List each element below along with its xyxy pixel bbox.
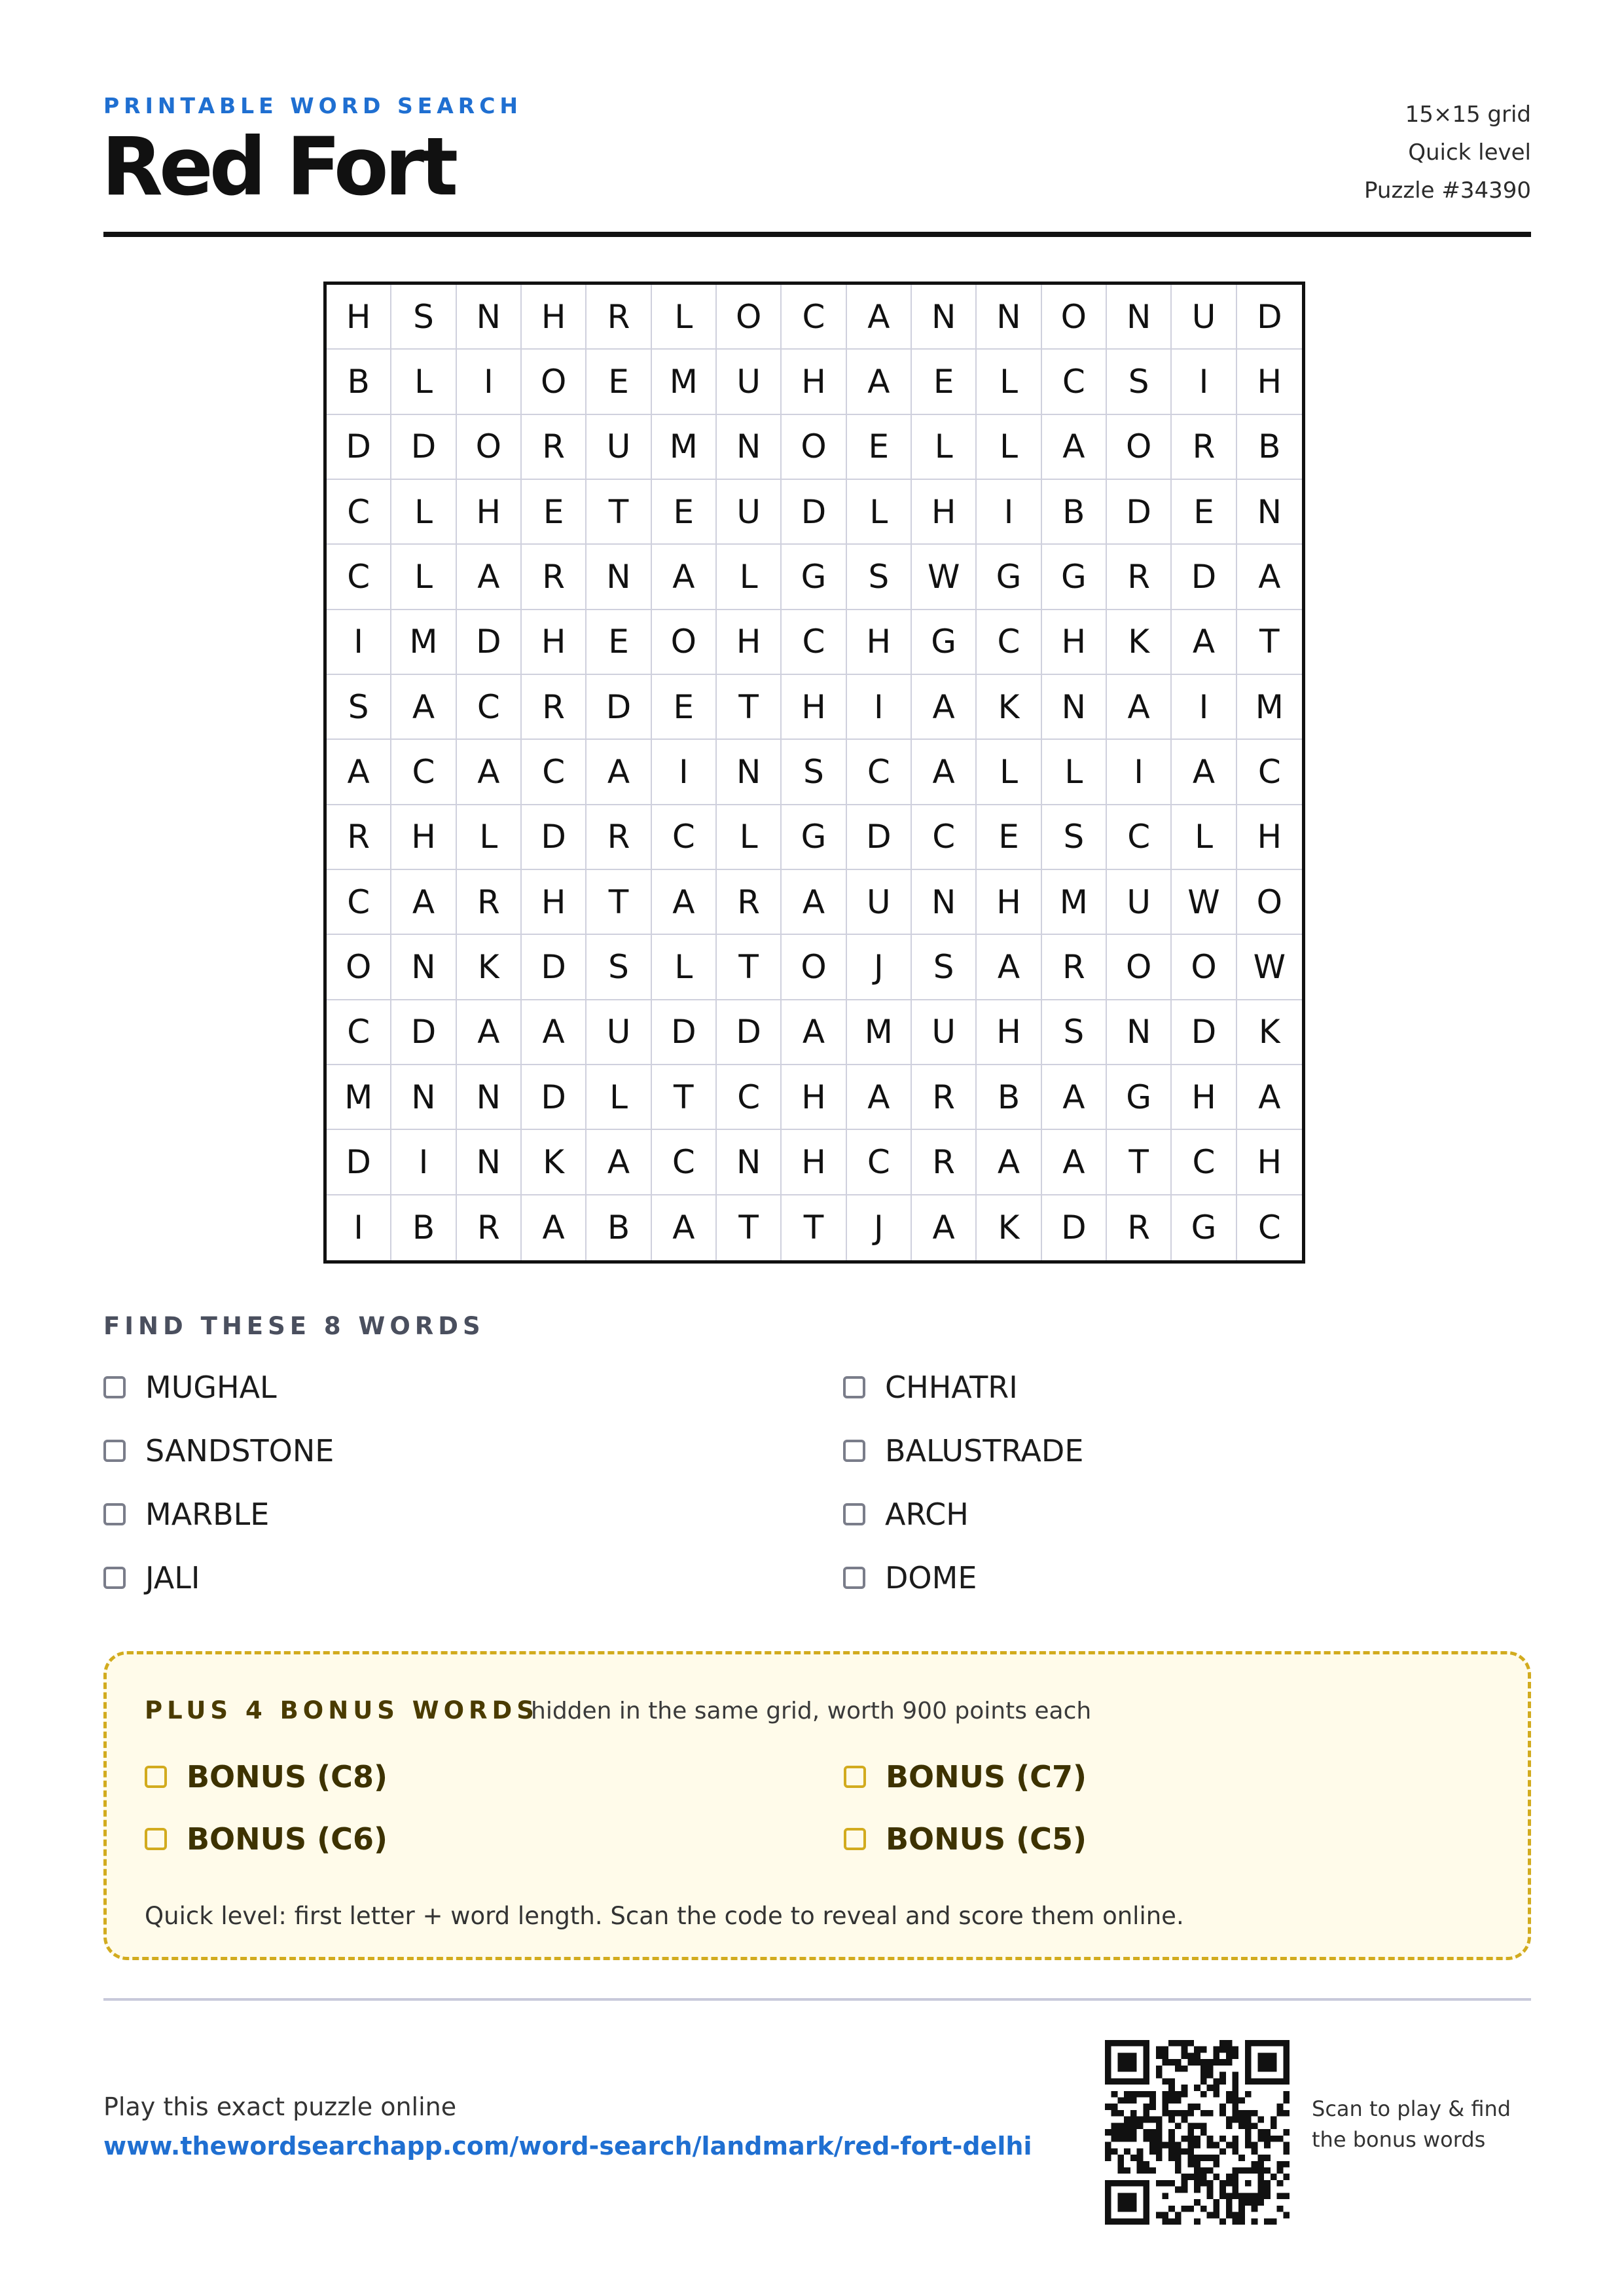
grid-cell[interactable]: H <box>912 480 977 545</box>
grid-cell[interactable]: C <box>977 610 1041 675</box>
grid-cell[interactable]: L <box>1172 805 1236 870</box>
meta-puzzle-number: Puzzle #34390 <box>1364 177 1531 204</box>
grid-cell[interactable]: S <box>912 935 977 1000</box>
grid-cell[interactable]: D <box>327 415 391 480</box>
grid-cell[interactable]: K <box>522 1130 586 1195</box>
grid-cell[interactable]: N <box>457 1130 522 1195</box>
bonus-word-item <box>145 1758 844 1795</box>
grid-cell[interactable]: U <box>1172 285 1236 350</box>
grid-cell[interactable]: G <box>1172 1195 1236 1260</box>
grid-cell[interactable]: D <box>391 415 456 480</box>
checkbox-icon[interactable] <box>145 1766 167 1788</box>
checkbox-icon[interactable] <box>103 1440 126 1462</box>
grid-cell[interactable]: R <box>1107 545 1172 610</box>
grid-cell[interactable]: R <box>327 805 391 870</box>
grid-cell[interactable]: R <box>522 675 586 740</box>
grid-cell[interactable]: A <box>586 1130 651 1195</box>
grid-cell[interactable]: D <box>327 1130 391 1195</box>
grid-cell[interactable]: R <box>912 1065 977 1130</box>
bonus-heading: PLUS 4 BONUS WORDS <box>145 1696 539 1724</box>
grid-cell[interactable]: G <box>782 545 846 610</box>
grid-cell[interactable]: L <box>1042 740 1107 805</box>
grid-cell[interactable]: E <box>522 480 586 545</box>
grid-cell[interactable]: B <box>1237 415 1302 480</box>
grid-cell[interactable]: C <box>391 740 456 805</box>
grid-cell[interactable]: S <box>847 545 912 610</box>
grid-cell[interactable]: C <box>847 1130 912 1195</box>
word-label: ARCH <box>885 1496 969 1532</box>
checkbox-icon[interactable] <box>844 1828 866 1850</box>
grid-cell[interactable]: I <box>1172 675 1236 740</box>
grid-cell[interactable]: N <box>1237 480 1302 545</box>
grid-cell[interactable]: K <box>457 935 522 1000</box>
grid-cell[interactable]: H <box>327 285 391 350</box>
grid-cell[interactable]: A <box>1042 1065 1107 1130</box>
grid-cell[interactable]: N <box>717 415 782 480</box>
grid-cell[interactable]: T <box>1237 610 1302 675</box>
word-list-item <box>843 1495 1498 1533</box>
grid-cell[interactable]: A <box>652 545 717 610</box>
grid-cell[interactable]: C <box>912 805 977 870</box>
grid-cell[interactable]: C <box>1237 740 1302 805</box>
bonus-word-item <box>145 1820 844 1857</box>
word-label: MARBLE <box>145 1496 270 1532</box>
grid-cell[interactable]: I <box>977 480 1041 545</box>
grid-cell[interactable]: T <box>586 870 651 935</box>
play-online-label: Play this exact puzzle online <box>103 2092 457 2121</box>
word-label: DOME <box>885 1559 977 1595</box>
grid-cell[interactable]: W <box>912 545 977 610</box>
grid-cell[interactable]: M <box>391 610 456 675</box>
grid-cell[interactable]: A <box>1042 1130 1107 1195</box>
grid-cell[interactable]: B <box>1042 480 1107 545</box>
grid-cell[interactable]: H <box>1042 610 1107 675</box>
grid-cell[interactable]: M <box>1237 675 1302 740</box>
grid-cell[interactable]: T <box>717 675 782 740</box>
grid-cell[interactable]: O <box>327 935 391 1000</box>
grid-cell[interactable]: O <box>1042 285 1107 350</box>
word-label: SANDSTONE <box>145 1432 334 1468</box>
grid-cell[interactable]: D <box>782 480 846 545</box>
grid-cell[interactable]: L <box>977 415 1041 480</box>
grid-cell[interactable]: A <box>847 350 912 414</box>
grid-cell[interactable]: C <box>782 285 846 350</box>
grid-cell[interactable]: G <box>912 610 977 675</box>
grid-cell[interactable]: H <box>1237 805 1302 870</box>
puzzle-meta <box>1364 96 1531 210</box>
grid-cell[interactable]: T <box>586 480 651 545</box>
grid-cell[interactable]: A <box>522 1000 586 1065</box>
grid-cell[interactable]: H <box>1237 1130 1302 1195</box>
letter-grid <box>323 282 1305 1264</box>
grid-cell[interactable]: A <box>1237 545 1302 610</box>
grid-cell[interactable]: L <box>717 545 782 610</box>
checkbox-icon[interactable] <box>103 1376 126 1398</box>
grid-cell[interactable]: H <box>717 610 782 675</box>
grid-cell[interactable]: A <box>782 1000 846 1065</box>
header-divider <box>103 232 1531 237</box>
grid-cell[interactable]: D <box>1237 285 1302 350</box>
grid-cell[interactable]: A <box>652 870 717 935</box>
bonus-word-item <box>844 1758 1433 1795</box>
grid-cell[interactable]: H <box>782 675 846 740</box>
grid-cell[interactable]: D <box>522 1065 586 1130</box>
grid-cell[interactable]: C <box>327 1000 391 1065</box>
word-list-item <box>103 1368 843 1406</box>
grid-cell[interactable]: M <box>652 350 717 414</box>
bonus-panel <box>103 1651 1531 1960</box>
grid-cell[interactable]: C <box>327 480 391 545</box>
grid-cell[interactable]: H <box>522 285 586 350</box>
grid-cell[interactable]: H <box>1237 350 1302 414</box>
grid-cell[interactable]: O <box>652 610 717 675</box>
grid-cell[interactable]: D <box>522 935 586 1000</box>
grid-cell[interactable]: C <box>327 545 391 610</box>
grid-cell[interactable]: D <box>847 805 912 870</box>
grid-cell[interactable]: I <box>1172 350 1236 414</box>
grid-cell[interactable]: I <box>391 1130 456 1195</box>
bonus-subtitle: hidden in the same grid, worth 900 points each <box>531 1698 1092 1724</box>
grid-cell[interactable]: H <box>391 805 456 870</box>
grid-cell[interactable]: R <box>1107 1195 1172 1260</box>
checkbox-icon[interactable] <box>844 1766 866 1788</box>
grid-cell[interactable]: R <box>586 285 651 350</box>
grid-cell[interactable]: U <box>717 480 782 545</box>
grid-cell[interactable]: A <box>457 545 522 610</box>
grid-cell[interactable]: C <box>1107 805 1172 870</box>
grid-cell[interactable]: A <box>586 740 651 805</box>
grid-cell[interactable]: N <box>391 1065 456 1130</box>
meta-level: Quick level <box>1408 139 1531 166</box>
grid-cell[interactable]: L <box>912 415 977 480</box>
grid-cell[interactable]: M <box>652 415 717 480</box>
bonus-word-item <box>844 1820 1433 1857</box>
grid-cell[interactable]: C <box>652 1130 717 1195</box>
grid-cell[interactable]: R <box>1042 935 1107 1000</box>
grid-cell[interactable]: O <box>782 415 846 480</box>
puzzle-url-link[interactable]: www.thewordsearchapp.com/word-search/landmark/red-fort-delhi <box>103 2132 1032 2160</box>
grid-cell[interactable]: G <box>977 545 1041 610</box>
grid-cell[interactable]: H <box>457 480 522 545</box>
bonus-word-label: BONUS (C6) <box>187 1821 388 1857</box>
grid-cell[interactable]: N <box>391 935 456 1000</box>
checkbox-icon[interactable] <box>145 1828 167 1850</box>
grid-cell[interactable]: A <box>391 675 456 740</box>
grid-cell[interactable]: O <box>457 415 522 480</box>
grid-cell[interactable]: E <box>1172 480 1236 545</box>
grid-cell[interactable]: A <box>457 1000 522 1065</box>
grid-cell[interactable]: S <box>1042 1000 1107 1065</box>
grid-cell[interactable]: E <box>652 480 717 545</box>
grid-cell[interactable]: T <box>717 935 782 1000</box>
grid-cell[interactable]: A <box>847 1065 912 1130</box>
grid-cell[interactable]: C <box>1257 1209 1281 1247</box>
grid-cell[interactable]: O <box>1172 935 1236 1000</box>
grid-cell[interactable]: R <box>457 870 522 935</box>
word-label: MUGHAL <box>145 1369 277 1405</box>
grid-cell[interactable]: G <box>782 805 846 870</box>
grid-cell[interactable]: C <box>457 675 522 740</box>
grid-cell[interactable]: C <box>1172 1130 1236 1195</box>
grid-cell[interactable]: D <box>1172 1000 1236 1065</box>
grid-cell[interactable]: O <box>717 285 782 350</box>
grid-cell[interactable]: H <box>522 870 586 935</box>
grid-cell[interactable]: R <box>717 870 782 935</box>
grid-cell[interactable]: R <box>522 415 586 480</box>
bonus-word-list <box>145 1758 1454 1857</box>
grid-cell[interactable]: E <box>586 350 651 414</box>
grid-cell[interactable]: O <box>522 350 586 414</box>
grid-cell[interactable]: H <box>782 350 846 414</box>
word-list-item <box>103 1432 843 1469</box>
word-list-item <box>103 1495 843 1533</box>
grid-cell[interactable]: R <box>522 545 586 610</box>
grid-cell[interactable]: I <box>327 1195 391 1260</box>
grid-cell[interactable]: N <box>717 1130 782 1195</box>
grid-cell[interactable]: H <box>977 870 1041 935</box>
grid-cell[interactable]: D <box>1107 480 1172 545</box>
checkbox-icon[interactable] <box>103 1567 126 1589</box>
grid-cell[interactable]: D <box>1172 545 1236 610</box>
grid-cell[interactable]: N <box>457 285 522 350</box>
grid-cell[interactable]: C <box>1042 350 1107 414</box>
grid-cell[interactable]: N <box>1107 285 1172 350</box>
grid-cell[interactable]: U <box>847 870 912 935</box>
grid-cell[interactable]: I <box>457 350 522 414</box>
qr-code-icon[interactable] <box>1105 2040 1290 2225</box>
grid-cell[interactable]: N <box>1107 1000 1172 1065</box>
grid-cell[interactable]: O <box>1107 935 1172 1000</box>
grid-cell[interactable]: U <box>912 1000 977 1065</box>
bonus-word-label: BONUS (C7) <box>886 1758 1087 1795</box>
grid-cell[interactable]: N <box>1042 675 1107 740</box>
footer-divider <box>103 1998 1531 2001</box>
grid-cell[interactable]: L <box>717 805 782 870</box>
grid-cell[interactable]: J <box>847 935 912 1000</box>
grid-cell[interactable]: L <box>977 740 1041 805</box>
grid-cell[interactable]: S <box>1107 350 1172 414</box>
grid-cell[interactable]: L <box>391 350 456 414</box>
grid-cell[interactable]: G <box>1042 545 1107 610</box>
grid-cell[interactable]: U <box>1107 870 1172 935</box>
word-list <box>103 1368 1504 1596</box>
grid-cell[interactable]: A <box>1042 415 1107 480</box>
grid-cell[interactable]: R <box>586 805 651 870</box>
grid-cell[interactable]: T <box>652 1065 717 1130</box>
grid-cell[interactable]: K <box>1237 1000 1302 1065</box>
grid-cell[interactable]: K <box>977 675 1041 740</box>
checkbox-icon[interactable] <box>103 1503 126 1525</box>
grid-cell[interactable]: S <box>391 285 456 350</box>
grid-cell[interactable]: A <box>457 740 522 805</box>
grid-cell[interactable]: D <box>457 610 522 675</box>
grid-cell[interactable]: B <box>327 350 391 414</box>
grid-cell[interactable]: H <box>847 610 912 675</box>
grid-cell[interactable]: D <box>522 805 586 870</box>
grid-cell[interactable]: S <box>1042 805 1107 870</box>
grid-cell[interactable]: M <box>327 1065 391 1130</box>
grid-cell[interactable]: O <box>782 935 846 1000</box>
word-label: CHHATRI <box>885 1369 1018 1405</box>
grid-cell[interactable]: N <box>912 870 977 935</box>
grid-cell[interactable]: E <box>652 675 717 740</box>
grid-cell[interactable]: L <box>586 1065 651 1130</box>
grid-cell[interactable]: D <box>1042 1195 1107 1260</box>
grid-cell[interactable]: R <box>912 1130 977 1195</box>
grid-cell[interactable]: A <box>1107 675 1172 740</box>
grid-cell[interactable]: L <box>457 805 522 870</box>
grid-cell[interactable]: S <box>327 675 391 740</box>
grid-cell[interactable]: T <box>1107 1130 1172 1195</box>
grid-cell[interactable]: A <box>1172 610 1236 675</box>
grid-cell[interactable]: I <box>1107 740 1172 805</box>
grid-cell[interactable]: M <box>1042 870 1107 935</box>
grid-cell[interactable]: E <box>912 350 977 414</box>
checkbox-icon[interactable] <box>843 1440 865 1462</box>
grid-cell[interactable]: H <box>1172 1065 1236 1130</box>
checkbox-icon[interactable] <box>843 1567 865 1589</box>
grid-cell[interactable]: L <box>652 935 717 1000</box>
grid-cell[interactable]: A <box>652 1195 717 1260</box>
grid-cell[interactable]: N <box>586 545 651 610</box>
grid-cell[interactable]: I <box>847 675 912 740</box>
grid-cell[interactable]: C <box>782 610 846 675</box>
grid-cell[interactable]: U <box>586 1000 651 1065</box>
grid-cell[interactable]: M <box>847 1000 912 1065</box>
meta-grid-size: 15×15 grid <box>1405 101 1531 128</box>
grid-cell[interactable]: L <box>652 285 717 350</box>
grid-cell[interactable]: A <box>977 1130 1041 1195</box>
grid-cell[interactable]: A <box>912 1195 977 1260</box>
grid-cell[interactable]: A <box>1172 740 1236 805</box>
word-list-item <box>843 1432 1498 1469</box>
grid-cell[interactable]: K <box>1107 610 1172 675</box>
grid-cell[interactable]: T <box>782 1195 846 1260</box>
word-list-item <box>843 1368 1498 1406</box>
grid-cell[interactable]: O <box>1107 415 1172 480</box>
bonus-note: Quick level: first letter + word length. Scan the code to reveal and score them online. <box>145 1902 1184 1930</box>
word-label: BALUSTRADE <box>885 1432 1084 1468</box>
grid-cell[interactable]: A <box>522 1195 586 1260</box>
grid-cell[interactable]: B <box>977 1065 1041 1130</box>
grid-cell[interactable]: A <box>977 935 1041 1000</box>
grid-cell[interactable]: R <box>1172 415 1236 480</box>
word-list-item <box>843 1559 1498 1596</box>
word-list-heading: FIND THESE 8 WORDS <box>103 1312 485 1340</box>
grid-cell[interactable]: H <box>522 610 586 675</box>
grid-cell[interactable]: I <box>327 610 391 675</box>
grid-cell[interactable]: T <box>717 1195 782 1260</box>
grid-cell[interactable]: C <box>327 870 391 935</box>
word-list-item <box>103 1559 843 1596</box>
grid-cell[interactable]: U <box>586 415 651 480</box>
grid-cell[interactable]: N <box>717 740 782 805</box>
grid-cell[interactable]: L <box>977 350 1041 414</box>
bonus-word-label: BONUS (C8) <box>187 1758 388 1795</box>
grid-cell[interactable]: H <box>782 1130 846 1195</box>
grid-cell[interactable]: A <box>1237 1065 1302 1130</box>
grid-cell[interactable]: R <box>457 1195 522 1260</box>
grid-cell[interactable]: G <box>1107 1065 1172 1130</box>
grid-cell[interactable]: O <box>1237 870 1302 935</box>
grid-cell[interactable]: D <box>391 1000 456 1065</box>
checkbox-icon[interactable] <box>843 1503 865 1525</box>
grid-cell[interactable]: E <box>977 805 1041 870</box>
grid-cell[interactable]: J <box>847 1195 912 1260</box>
grid-cell[interactable]: C <box>522 740 586 805</box>
grid-cell[interactable]: C <box>652 805 717 870</box>
grid-cell[interactable]: E <box>586 610 651 675</box>
grid-cell[interactable]: N <box>977 285 1041 350</box>
grid-cell[interactable]: L <box>391 480 456 545</box>
grid-cell[interactable]: K <box>977 1195 1041 1260</box>
grid-cell[interactable]: B <box>391 1195 456 1260</box>
grid-cell[interactable]: U <box>717 350 782 414</box>
word-label: JALI <box>145 1559 200 1595</box>
bonus-word-label: BONUS (C5) <box>886 1821 1087 1857</box>
grid-cell[interactable]: L <box>847 480 912 545</box>
grid-cell[interactable]: N <box>457 1065 522 1130</box>
grid-cell[interactable]: A <box>782 870 846 935</box>
grid-cell[interactable]: D <box>717 1000 782 1065</box>
grid-cell[interactable]: W <box>1237 935 1302 1000</box>
grid-cell[interactable]: S <box>586 935 651 1000</box>
grid-cell[interactable]: A <box>847 285 912 350</box>
grid-cell[interactable]: I <box>652 740 717 805</box>
grid-cell[interactable]: H <box>977 1000 1041 1065</box>
grid-cell[interactable]: A <box>912 675 977 740</box>
grid-cell[interactable]: H <box>782 1065 846 1130</box>
grid-cell[interactable]: D <box>586 675 651 740</box>
grid-cell[interactable]: W <box>1172 870 1236 935</box>
grid-cell[interactable]: A <box>391 870 456 935</box>
scan-note: Scan to play & find the bonus words <box>1312 2096 1511 2152</box>
grid-cell[interactable]: L <box>391 545 456 610</box>
grid-cell[interactable]: A <box>327 740 391 805</box>
grid-cell[interactable]: E <box>847 415 912 480</box>
grid-cell[interactable]: S <box>782 740 846 805</box>
grid-cell[interactable]: B <box>586 1195 651 1260</box>
grid-cell[interactable]: N <box>912 285 977 350</box>
grid-cell[interactable]: C <box>717 1065 782 1130</box>
grid-cell[interactable]: A <box>912 740 977 805</box>
grid-cell[interactable]: D <box>652 1000 717 1065</box>
page-title: Red Fort <box>101 120 455 213</box>
page-kicker: PRINTABLE WORD SEARCH <box>103 93 523 118</box>
grid-cell[interactable]: C <box>847 740 912 805</box>
checkbox-icon[interactable] <box>843 1376 865 1398</box>
